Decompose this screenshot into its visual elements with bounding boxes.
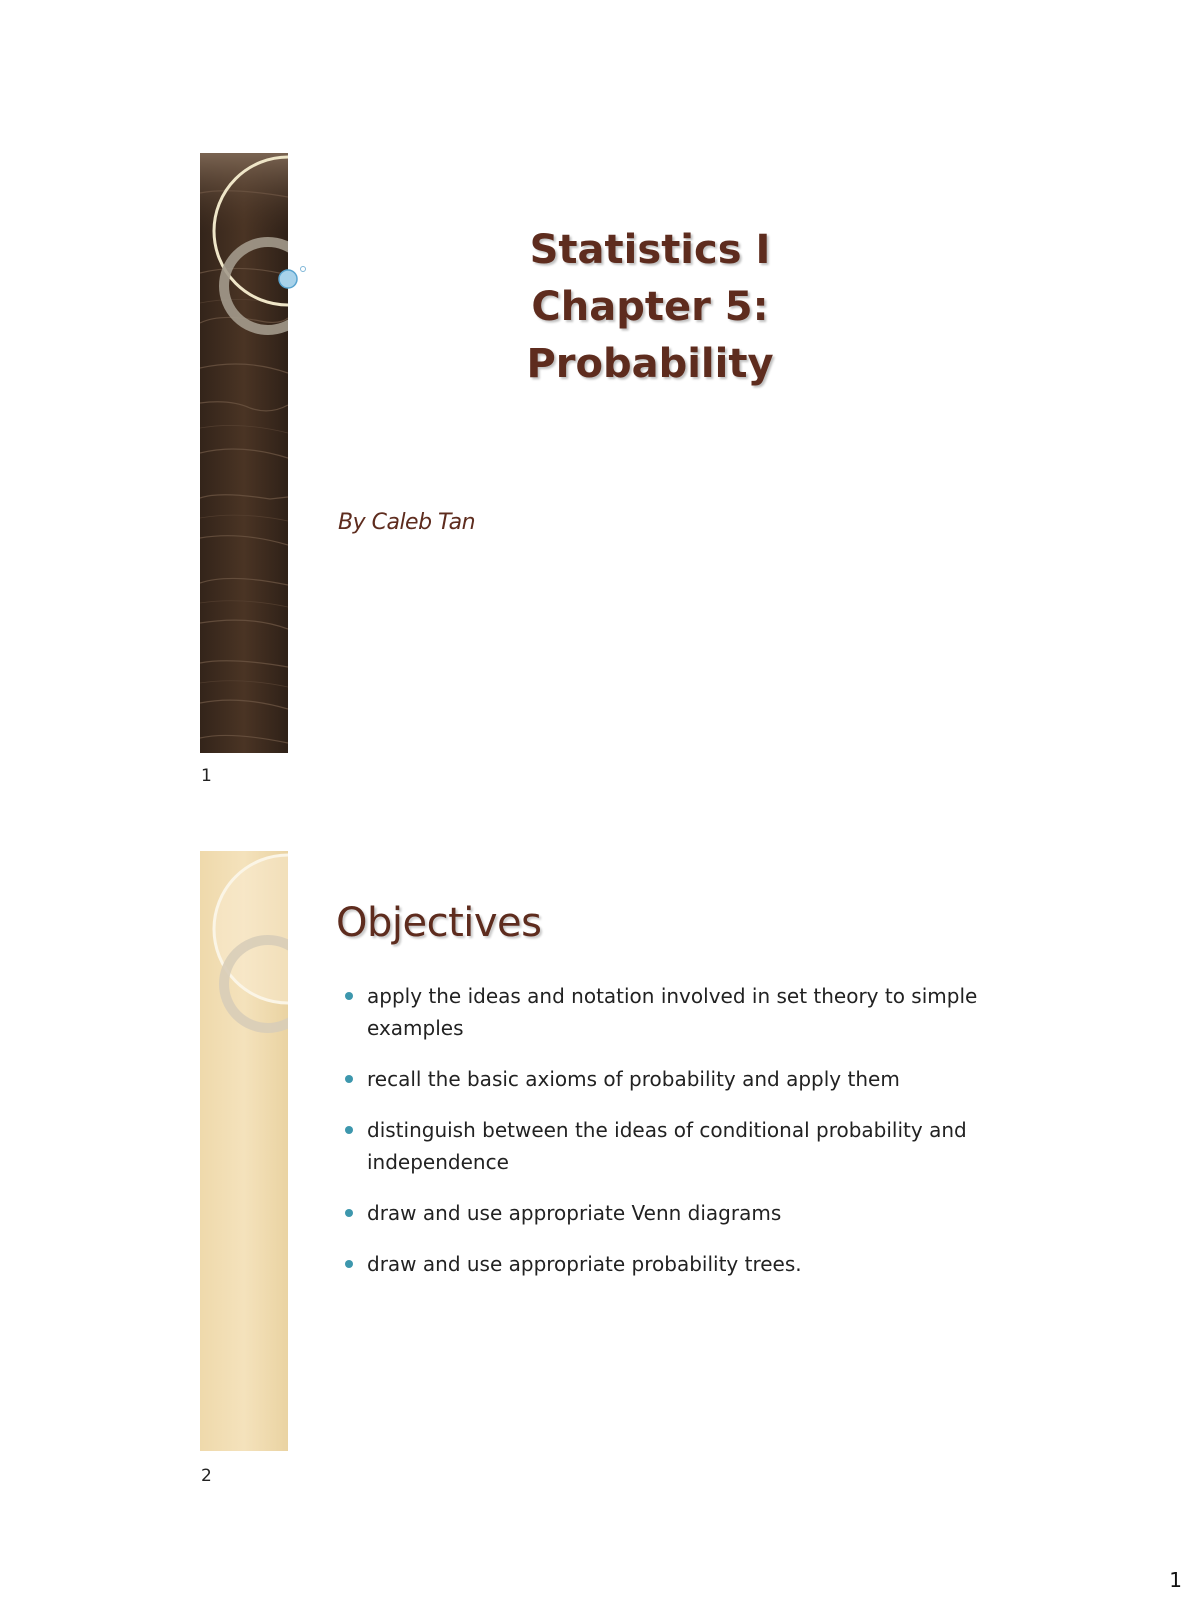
list-item-text: draw and use appropriate Venn diagrams <box>367 1201 782 1225</box>
blue-bead-icon <box>278 264 308 294</box>
slide-title <box>470 222 830 393</box>
list-item <box>340 980 980 1044</box>
title-line: Probability <box>526 341 774 387</box>
wood-texture-light <box>200 851 288 1451</box>
slide-1 <box>0 0 1200 786</box>
list-item-text: recall the basic axioms of probability and apply them <box>367 1067 900 1091</box>
slide-2 <box>0 700 1200 1486</box>
list-item <box>340 1197 980 1229</box>
wood-texture-dark <box>200 153 288 753</box>
wood-strip-light <box>200 851 288 1451</box>
list-item <box>340 1248 980 1280</box>
bullet-icon <box>345 992 353 1000</box>
page-number: 1 <box>1169 1568 1182 1592</box>
list-item-text: apply the ideas and notation involved in set theory to simple examples <box>367 984 978 1040</box>
slide-number: 2 <box>201 1466 212 1486</box>
wood-strip-dark <box>200 153 288 753</box>
bullet-icon <box>345 1260 353 1268</box>
author: By Caleb Tan <box>338 510 476 535</box>
title-line: Chapter 5: <box>531 284 769 330</box>
slide-number: 1 <box>201 766 212 786</box>
list-item-text: distinguish between the ideas of conditional probability and independence <box>367 1118 967 1174</box>
objectives-list <box>340 980 980 1299</box>
list-item <box>340 1114 980 1178</box>
bullet-icon <box>345 1126 353 1134</box>
list-item <box>340 1063 980 1095</box>
list-item-text: draw and use appropriate probability trees. <box>367 1252 802 1276</box>
title-line: Statistics I <box>529 227 771 273</box>
bullet-icon <box>345 1075 353 1083</box>
slide-title: Objectives <box>336 900 542 946</box>
bullet-icon <box>345 1209 353 1217</box>
